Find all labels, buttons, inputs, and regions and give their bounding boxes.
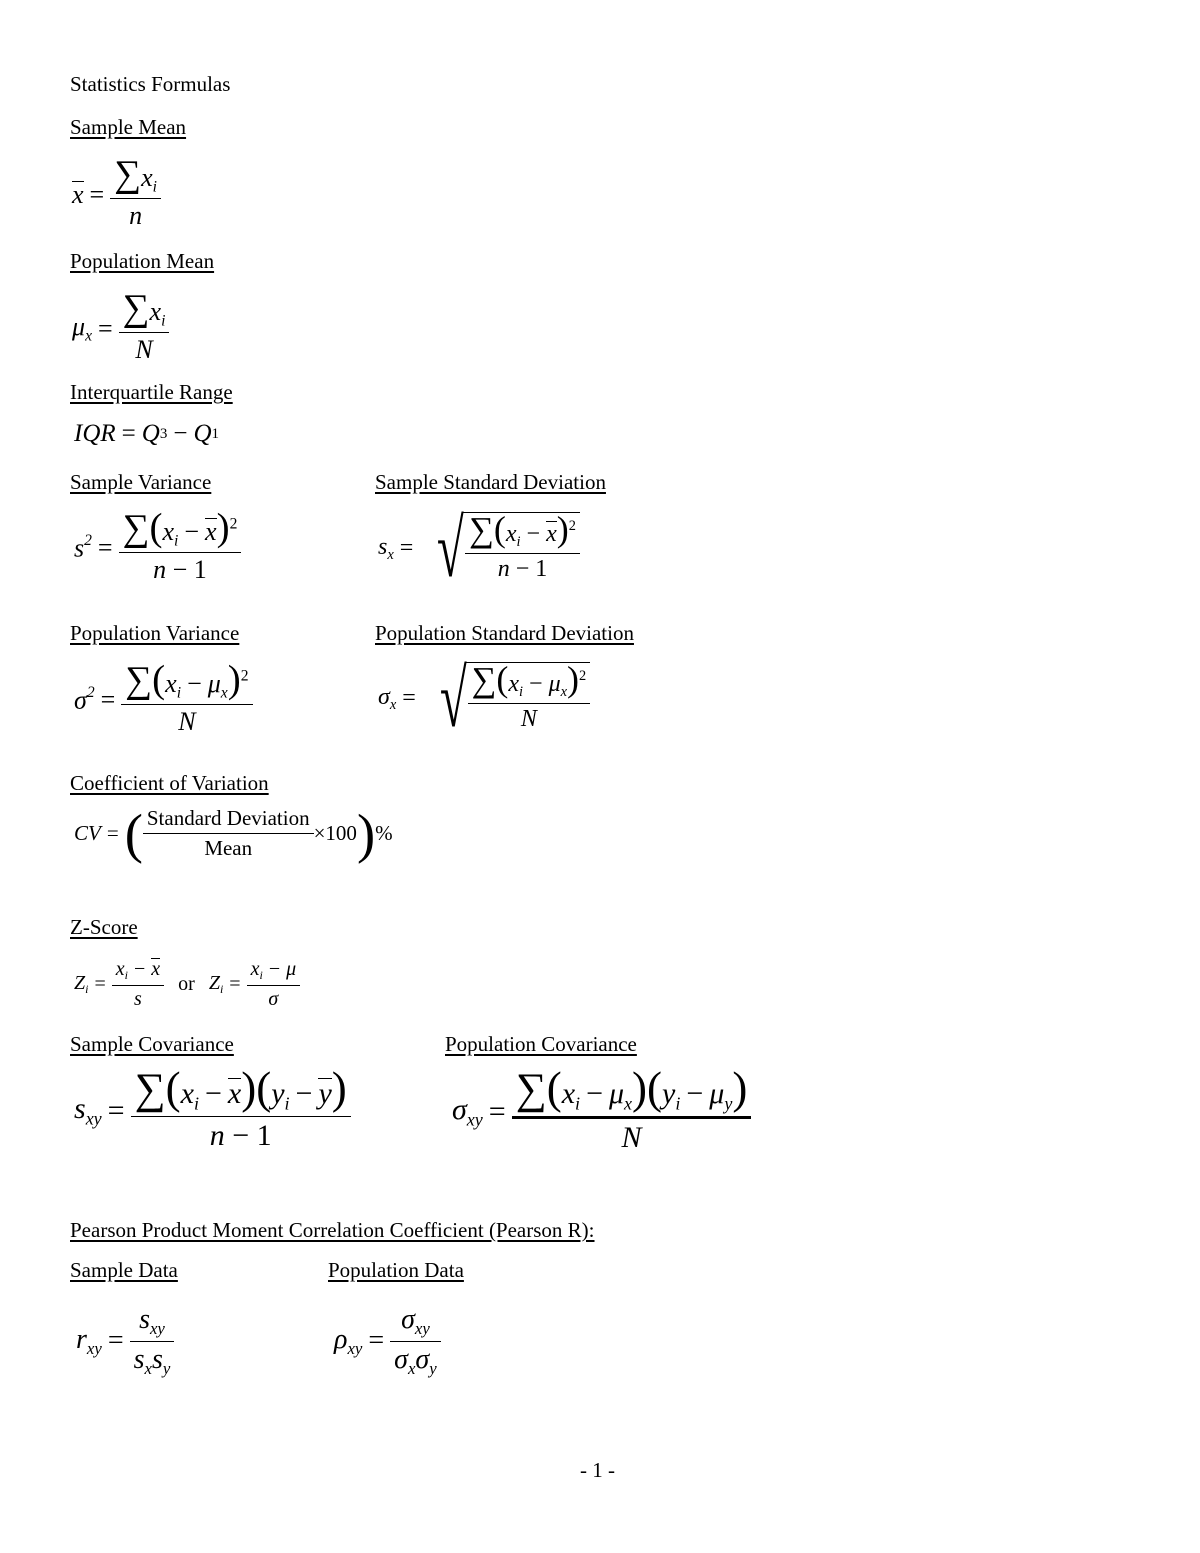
heading-sample-sd: Sample Standard Deviation [375,470,606,494]
z-or: or [178,973,195,996]
heading-population-data: Population Data [328,1258,464,1282]
formula-sample-mean: x = $\frac{\sum x_i}{n}$ [72,158,161,231]
formula-population-mean: $\mu_x$ = $\frac{\sum x_i}{N}$ [72,292,169,365]
cv-multiplier: ×100 [313,821,357,845]
cv-percent: % [375,821,393,845]
heading-population-sd: Population Standard Deviation [375,621,634,645]
formula-zscore: $Z_i$ = $\frac{x_i - x}{s}$ or $Z_i$ = $\frac{x_i - \mu}{\sigma}$ [74,958,300,1011]
formula-population-variance: $\sigma^2$ = $\frac{\sum(x_i - \mu_x)^2}{N}$ [74,662,253,737]
cv-denominator: Mean [143,833,314,861]
heading-sample-data: Sample Data [70,1258,178,1282]
page-number: - 1 - [580,1458,615,1482]
heading-population-cov: Population Covariance [445,1032,637,1056]
formula-cv: CV = ( $\frac{\text{Standard Deviation}}{\text{Mean}}$ ×100 ) % [74,802,393,864]
formula-sample-sd: $s_x$ = √ $\frac{\sum(x_i - x)^2}{n - 1}$ [378,512,580,585]
heading-population-mean: Population Mean [70,249,215,273]
heading-sample-mean: Sample Mean [70,115,187,139]
formula-population-cov: $\sigma_{xy}$ = $\frac{\sum(x_i - \mu_x)(y_i - \mu_y)}{N}$ [452,1068,751,1155]
heading-sample-cov: Sample Covariance [70,1032,234,1056]
heading-cv: Coefficient of Variation [70,771,269,795]
formula-sample-r: $r_{xy}$ = $\frac{s_{xy}}{s_xs_y}$ [76,1304,174,1379]
heading-iqr: Interquartile Range [70,380,233,404]
cv-numerator: Standard Deviation [146,806,310,830]
heading-pearson: Pearson Product Moment Correlation Coefficient (Pearson R): [70,1218,595,1242]
formula-population-rho: $\rho_{xy}$ = $\frac{\sigma_{xy}}{\sigma_x\sigma_y}$ [334,1304,441,1379]
formula-iqr: IQR = Q 3 − Q 1 [74,420,219,447]
heading-sample-variance: Sample Variance [70,470,212,494]
heading-zscore: Z-Score [70,915,138,939]
formula-population-sd: $\sigma_x$ = √ $\frac{\sum(x_i - \mu_x)^2}{N}$ [378,662,590,735]
heading-population-variance: Population Variance [70,621,240,645]
formula-sample-cov: $s_{xy}$ = $\frac{\sum(x_i - x)(y_i - y)}{n - 1}$ [74,1068,351,1153]
formula-sample-variance: $s^2$ = $\frac{\sum(x_i - x)^2}{n - 1}$ [74,510,241,585]
page-title: Statistics Formulas [70,72,231,96]
